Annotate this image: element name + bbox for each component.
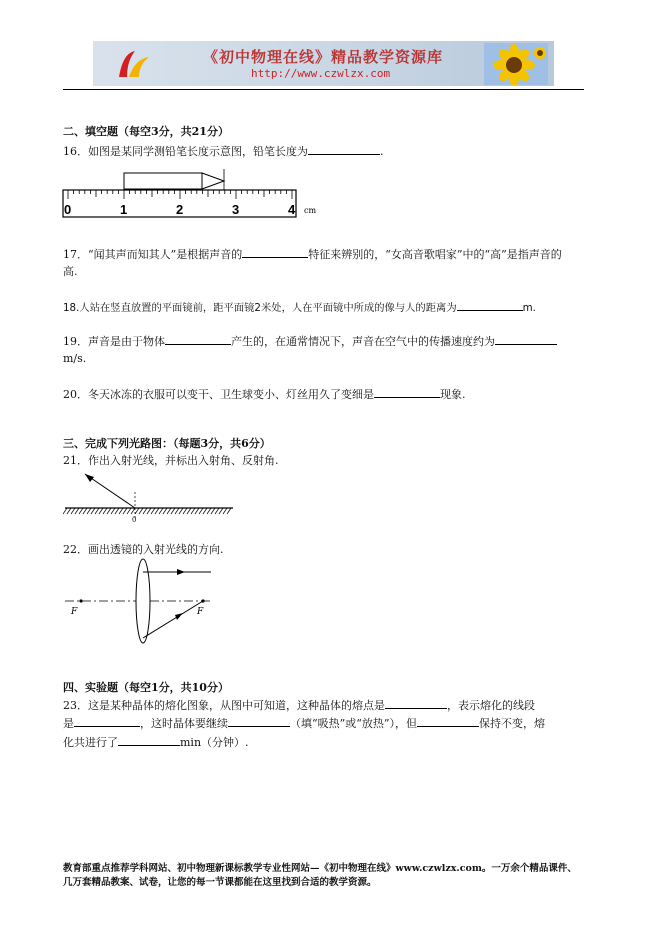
hatch-line <box>123 508 127 514</box>
reflected-ray <box>85 474 135 508</box>
hatch-line <box>183 508 187 514</box>
hatch-line <box>155 508 159 514</box>
hatch-line <box>187 508 191 514</box>
q19-blank-1[interactable] <box>165 333 231 345</box>
hatch-line <box>215 508 219 514</box>
hatch-line <box>143 508 147 514</box>
hatch-line <box>203 508 207 514</box>
ruler-unit: cm <box>304 206 317 215</box>
focus-right-label: F <box>197 607 204 617</box>
q23-blank-2[interactable] <box>74 715 140 727</box>
question-23-line1 <box>63 697 535 713</box>
question-21: 21．作出入射光线，并标出入射角、反射角. <box>63 454 279 467</box>
question-23-line3 <box>63 734 249 750</box>
q16-end: . <box>380 145 384 158</box>
hatch-line <box>219 508 223 514</box>
q16-text: 16．如图是某同学测铅笔长度示意图，铅笔长度为 <box>63 145 308 158</box>
sunflower-icon <box>484 43 548 85</box>
q23-text-d: ，这时晶体要继续 <box>140 717 228 730</box>
q17-text-c: 高. <box>63 265 78 278</box>
mirror-hatching <box>63 508 231 514</box>
footer-line-1: 教育部重点推荐学科网站、初中物理新课标教学专业性网站—《初中物理在线》www.czwlzx.com。一万余个精品课件、 <box>63 863 577 874</box>
hatch-line <box>207 508 211 514</box>
q23-blank-5[interactable] <box>118 734 180 746</box>
header-banner <box>93 41 554 86</box>
q18-text-a: 18.人站在竖直放置的平面镜前，距平面镜2米处，人在平面镜中所成的像与人的距离为 <box>63 302 457 314</box>
ruler-figure <box>60 165 330 223</box>
header-rule <box>63 89 584 90</box>
lens-figure <box>63 556 223 646</box>
q23-text-h: min（分钟）. <box>180 736 249 749</box>
q23-text-e: （填“吸热”或“放热”），但 <box>290 717 417 730</box>
q20-text-a: 20．冬天冰冻的衣服可以变干、卫生球变小、灯丝用久了变细是 <box>63 388 374 401</box>
q23-blank-1[interactable] <box>385 697 447 709</box>
hatch-line <box>87 508 91 514</box>
section3-heading: 三、完成下列光路图：（每题3分，共6分） <box>63 437 271 450</box>
q23-blank-4[interactable] <box>417 715 479 727</box>
banner-url[interactable]: http://www.czwlzx.com <box>251 67 391 80</box>
footer-line-2: 几万套精品教案、试卷，让您的每一节课都能在这里找到合适的教学资源。 <box>63 877 377 888</box>
q23-blank-3[interactable] <box>228 715 290 727</box>
hatch-line <box>179 508 183 514</box>
focus-left-label: F <box>71 607 78 617</box>
question-22: 22．画出透镜的入射光线的方向. <box>63 543 224 556</box>
site-logo-icon <box>113 47 153 81</box>
hatch-line <box>139 508 143 514</box>
hatch-line <box>71 508 75 514</box>
hatch-line <box>63 508 67 514</box>
page-footer <box>63 862 603 890</box>
hatch-line <box>167 508 171 514</box>
hatch-line <box>131 508 135 514</box>
question-18 <box>63 299 536 315</box>
hatch-line <box>199 508 203 514</box>
ruler-label: 0 <box>64 202 72 217</box>
question-16 <box>63 143 384 159</box>
hatch-line <box>91 508 95 514</box>
q23-text-c: 是 <box>63 717 74 730</box>
hatch-line <box>67 508 71 514</box>
hatch-line <box>115 508 119 514</box>
hatch-line <box>79 508 83 514</box>
q23-text-b: ，表示熔化的线段 <box>447 699 535 712</box>
hatch-line <box>159 508 163 514</box>
reflection-figure <box>63 468 238 526</box>
q19-text-a: 19．声音是由于物体 <box>63 335 165 348</box>
hatch-line <box>163 508 167 514</box>
hatch-line <box>135 508 139 514</box>
hatch-line <box>191 508 195 514</box>
q18-text-b: m. <box>522 302 536 314</box>
hatch-line <box>227 508 231 514</box>
ruler-label: 3 <box>232 202 240 217</box>
q23-text-a: 23．这是某种晶体的熔化图象，从图中可知道，这种晶体的熔点是 <box>63 699 385 712</box>
hatch-line <box>95 508 99 514</box>
ruler-label: 4 <box>288 202 296 217</box>
hatch-line <box>175 508 179 514</box>
q23-text-f: 保持不变，熔 <box>479 717 545 730</box>
hatch-line <box>211 508 215 514</box>
hatch-line <box>107 508 111 514</box>
hatch-line <box>171 508 175 514</box>
ray-arrow-1 <box>177 569 185 575</box>
question-23-line2 <box>63 715 545 731</box>
banner-title: 《初中物理在线》精品教学资源库 <box>203 48 444 66</box>
q19-text-b: 产生的，在通常情况下，声音在空气中的传播速度约为 <box>231 335 495 348</box>
q17-blank[interactable] <box>242 246 308 258</box>
hatch-line <box>119 508 123 514</box>
hatch-line <box>83 508 87 514</box>
hatch-line <box>127 508 131 514</box>
section4-heading: 四、实验题（每空1分，共10分） <box>63 681 229 694</box>
q16-blank[interactable] <box>308 143 380 155</box>
point-o-label: 0 <box>132 516 137 524</box>
hatch-line <box>103 508 107 514</box>
question-20 <box>63 386 466 402</box>
focus-left <box>79 599 82 602</box>
ray-arrow-2 <box>175 613 183 620</box>
hatch-line <box>223 508 227 514</box>
hatch-line <box>75 508 79 514</box>
hatch-line <box>99 508 103 514</box>
q17-text-b: 特征来辨别的，“女高音歌唱家”中的“高”是指声音的 <box>308 248 562 261</box>
focus-right <box>201 599 204 602</box>
q19-text-c: m/s. <box>63 352 87 365</box>
q17-text-a: 17．“闻其声而知其人”是根据声音的 <box>63 248 243 261</box>
refracted-ray-focus <box>143 601 203 638</box>
q19-blank-2[interactable] <box>495 333 557 345</box>
question-19-line1 <box>63 333 557 349</box>
hatch-line <box>147 508 151 514</box>
ruler-label: 1 <box>120 202 128 217</box>
q20-text-b: 现象. <box>440 388 466 401</box>
section2-heading: 二、填空题（每空3分，共21分） <box>63 125 229 138</box>
q20-blank[interactable] <box>374 386 440 398</box>
reflected-ray-arrow <box>85 474 94 482</box>
pencil <box>124 173 224 189</box>
ruler-label: 2 <box>176 202 184 217</box>
hatch-line <box>151 508 155 514</box>
hatch-line <box>111 508 115 514</box>
q23-text-g: 化共进行了 <box>63 736 118 749</box>
hatch-line <box>195 508 199 514</box>
question-17-line1 <box>63 246 562 262</box>
q18-blank[interactable] <box>457 299 523 311</box>
